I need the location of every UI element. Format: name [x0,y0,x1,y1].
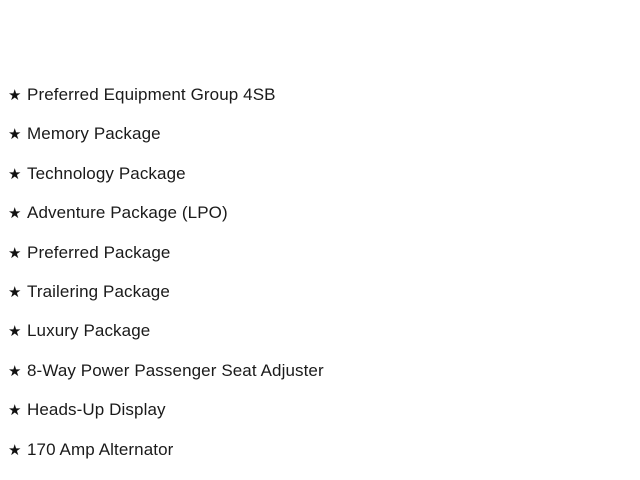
list-item-label: Technology Package [27,163,186,183]
list-item [0,362,640,401]
list-item-label: Preferred Package [27,242,171,262]
list-item [0,204,640,243]
list-item [0,244,640,283]
star-icon: ★ [8,165,22,183]
star-icon: ★ [8,205,22,223]
star-icon: ★ [8,126,22,144]
list-item [0,165,640,204]
list-item [0,125,640,164]
list-item [0,441,640,480]
list-item-label: 170 Amp Alternator [27,439,174,459]
star-icon: ★ [8,87,22,104]
list-item-label: Trailering Package [27,281,170,301]
feature-list [0,86,640,480]
list-item-label: Memory Package [27,124,161,144]
list-item [0,401,640,440]
list-item [0,283,640,322]
list-item [0,322,640,361]
star-icon: ★ [8,283,22,301]
list-item-label: Luxury Package [27,321,151,341]
star-icon: ★ [8,441,22,459]
star-icon: ★ [8,402,22,420]
star-icon: ★ [8,362,22,380]
star-icon: ★ [8,323,22,341]
list-item-label: Preferred Equipment Group 4SB [27,85,276,104]
list-item-label: Adventure Package (LPO) [27,203,228,223]
list-item-label: 8-Way Power Passenger Seat Adjuster [27,360,324,380]
star-icon: ★ [8,244,22,262]
list-item [0,86,640,125]
list-item-label: Heads-Up Display [27,400,166,420]
